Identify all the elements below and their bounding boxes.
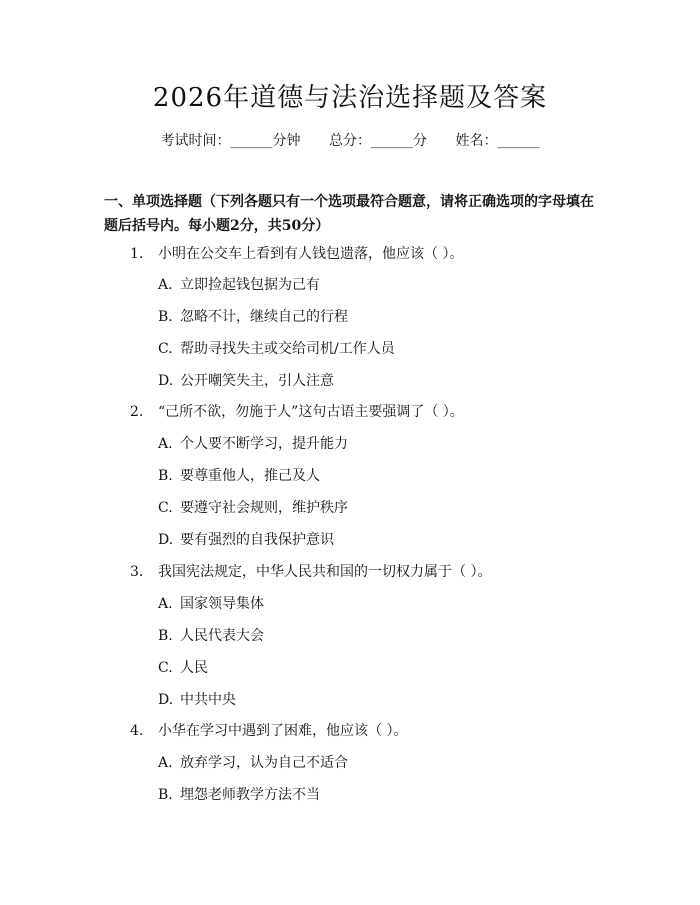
total-score-field: 总分：______分 bbox=[329, 133, 427, 149]
question-text: 小华在学习中遇到了困难，他应该（ ）。 bbox=[158, 723, 408, 739]
option-text: 中共中央 bbox=[180, 692, 236, 708]
option-letter: D. bbox=[158, 692, 174, 708]
option-text: 公开嘲笑失主，引人注意 bbox=[180, 373, 334, 389]
option-letter: A. bbox=[158, 596, 173, 612]
option-letter: C. bbox=[158, 500, 173, 516]
question-2-option-c bbox=[158, 497, 348, 519]
option-letter: B. bbox=[158, 787, 173, 803]
question-text: “己所不欲，勿施于人”这句古语主要强调了（ ）。 bbox=[158, 404, 464, 420]
question-1-option-d bbox=[158, 370, 334, 392]
option-text: 要尊重他人，推己及人 bbox=[180, 468, 320, 484]
question-number: 2. bbox=[130, 404, 144, 420]
question-number: 1. bbox=[130, 246, 144, 262]
question-1-option-a bbox=[158, 274, 320, 296]
question-4-option-a bbox=[158, 752, 348, 774]
option-letter: B. bbox=[158, 628, 173, 644]
option-text: 人民代表大会 bbox=[180, 628, 264, 644]
question-number: 4. bbox=[130, 723, 144, 739]
option-letter: C. bbox=[158, 660, 173, 676]
question-3-option-c bbox=[158, 657, 208, 679]
option-letter: B. bbox=[158, 309, 173, 325]
option-text: 要遵守社会规则，维护秩序 bbox=[180, 500, 348, 516]
question-number: 3. bbox=[130, 564, 144, 580]
option-letter: A. bbox=[158, 436, 173, 452]
question-4-option-b bbox=[158, 784, 320, 806]
question-2-option-a bbox=[158, 433, 348, 455]
option-text: 埋怨老师教学方法不当 bbox=[180, 787, 320, 803]
option-text: 放弃学习，认为自己不适合 bbox=[180, 755, 348, 771]
question-2-option-d bbox=[158, 529, 334, 551]
option-letter: D. bbox=[158, 532, 174, 548]
option-letter: A. bbox=[158, 277, 173, 293]
option-letter: D. bbox=[158, 373, 174, 389]
question-1 bbox=[130, 243, 463, 265]
option-letter: A. bbox=[158, 755, 173, 771]
option-text: 立即捡起钱包据为己有 bbox=[180, 277, 320, 293]
option-text: 人民 bbox=[180, 660, 208, 676]
question-3-option-b bbox=[158, 625, 264, 647]
question-text: 我国宪法规定，中华人民共和国的一切权力属于（ ）。 bbox=[158, 564, 492, 580]
option-text: 国家领导集体 bbox=[180, 596, 264, 612]
question-1-option-b bbox=[158, 306, 348, 328]
option-letter: C. bbox=[158, 341, 173, 357]
student-name-field: 姓名：______ bbox=[455, 133, 540, 149]
question-1-option-c bbox=[158, 338, 395, 360]
option-text: 帮助寻找失主或交给司机/工作人员 bbox=[180, 341, 395, 357]
question-4 bbox=[130, 720, 407, 742]
question-2-option-b bbox=[158, 465, 320, 487]
question-text: 小明在公交车上看到有人钱包遗落，他应该（ ）。 bbox=[158, 246, 464, 262]
section-heading: 一、单项选择题（下列各题只有一个选项最符合题意，请将正确选项的字母填在题后括号内。每小题2分，共50分） bbox=[104, 194, 594, 234]
document-title: 2026年道德与法治选择题及答案 bbox=[152, 83, 548, 113]
question-3-option-a bbox=[158, 593, 264, 615]
option-text: 忽略不计，继续自己的行程 bbox=[180, 309, 348, 325]
option-text: 要有强烈的自我保护意识 bbox=[180, 532, 334, 548]
question-2 bbox=[130, 401, 464, 423]
option-letter: B. bbox=[158, 468, 173, 484]
question-3-option-d bbox=[158, 689, 236, 711]
option-text: 个人要不断学习，提升能力 bbox=[180, 436, 348, 452]
exam-info-line bbox=[0, 130, 700, 152]
question-3 bbox=[130, 561, 491, 583]
exam-time-field: 考试时间：______分钟 bbox=[160, 133, 301, 149]
